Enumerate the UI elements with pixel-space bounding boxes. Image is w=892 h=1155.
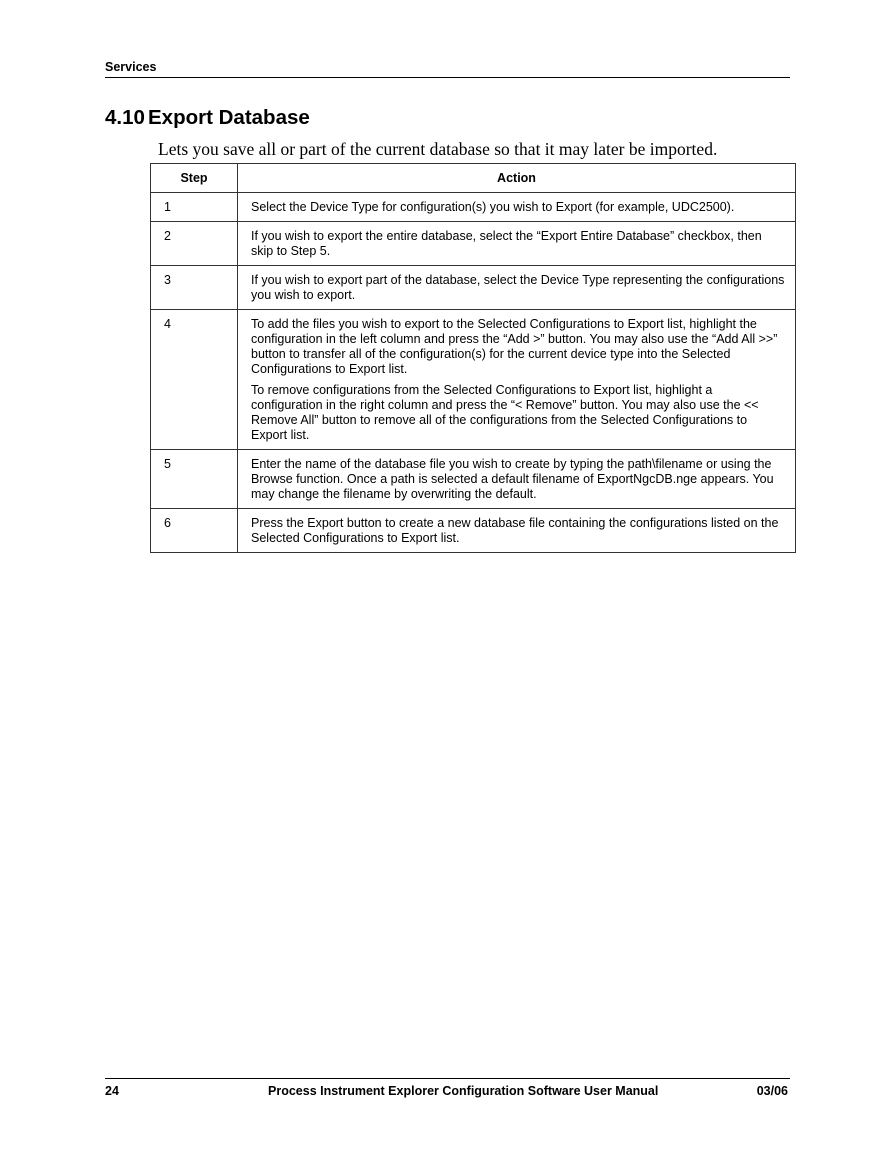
action-paragraph: Enter the name of the database file you wish to create by typing the path\filename or using the Browse function. Once a path is selected a default filename of ExportNgcDB.nge appears. You may change the filename by overwriting the default. [251,457,774,501]
action-text [238,266,796,310]
action-paragraph: Press the Export button to create a new database file containing the configurations listed on the Selected Configurations to Export list. [251,516,779,545]
action-text [238,450,796,509]
action-paragraph: To add the files you wish to export to the Selected Configurations to Export list, highlight the configuration in the left column and press the “Add >” button. You may also use the “Add All >>” button to transfer all of the configuration(s) for the current device type into the Selected Configurations to Export list. [251,317,778,376]
page-number: 24 [105,1084,119,1098]
table-row [151,222,796,266]
action-text [238,509,796,553]
section-number: 4.10 [105,106,145,129]
steps-table [150,163,796,553]
document-date: 03/06 [756,1084,788,1098]
action-column-header: Action [238,164,796,193]
step-number: 5 [151,450,238,509]
action-text [238,193,796,222]
action-text [238,310,796,450]
header-section-label: Services [105,60,157,74]
document-title: Process Instrument Explorer Configuration Software User Manual [268,1084,659,1098]
section-heading [105,105,310,131]
step-number: 2 [151,222,238,266]
table-row [151,509,796,553]
page-footer [105,1078,790,1100]
step-number: 1 [151,193,238,222]
step-number: 4 [151,310,238,450]
table-row [151,450,796,509]
table-row [151,310,796,450]
section-title: Export Database [148,106,310,129]
step-number: 6 [151,509,238,553]
action-paragraph: If you wish to export the entire database, select the “Export Entire Database” checkbox, then skip to Step 5. [251,229,762,258]
page-header [105,58,790,78]
step-column-header: Step [151,164,238,193]
table-row [151,266,796,310]
action-paragraph: Select the Device Type for configuration(s) you wish to Export (for example, UDC2500). [251,200,735,214]
action-paragraph: To remove configurations from the Selected Configurations to Export list, highlight a configuration in the right column and press the “< Remove” button. You may also use the << Remove All” button to remove all of the configurations from the Selected Configurations to Export list. [251,383,759,442]
table-header-row [151,164,796,193]
action-paragraph: If you wish to export part of the database, select the Device Type representing the configurations you wish to export. [251,273,785,302]
step-number: 3 [151,266,238,310]
section-intro: Lets you save all or part of the current database so that it may later be imported. [158,139,718,159]
table-row [151,193,796,222]
action-text [238,222,796,266]
